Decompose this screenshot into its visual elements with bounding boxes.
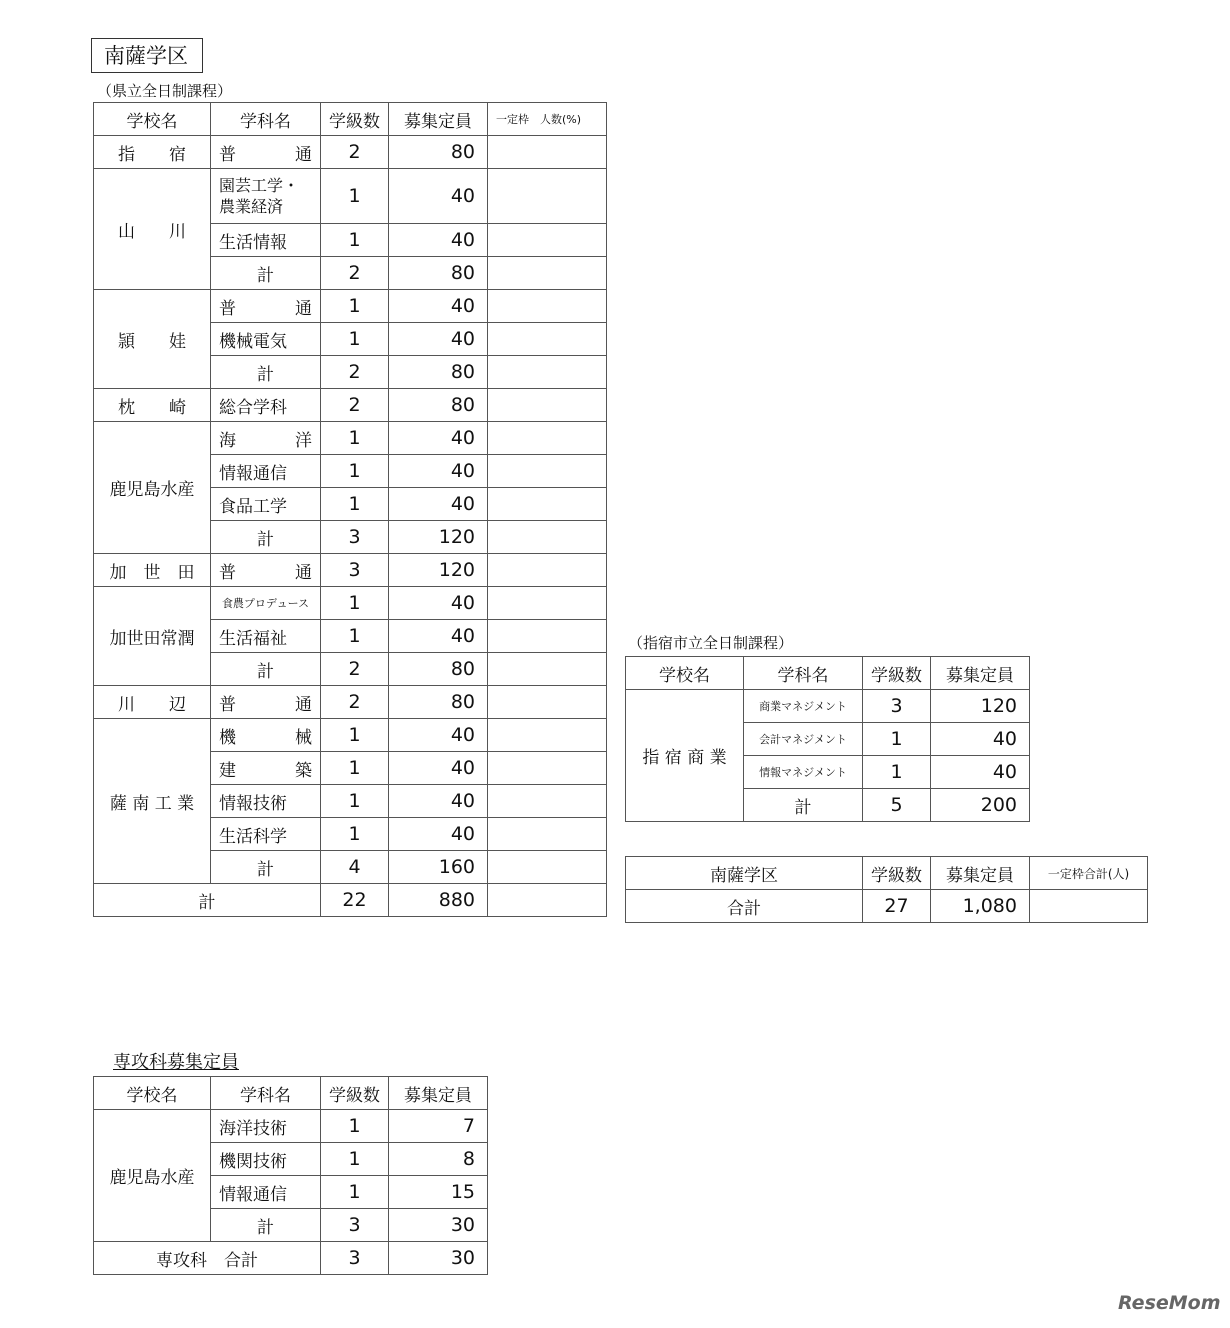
quota-cell	[488, 488, 607, 521]
capacity: 80	[389, 653, 488, 686]
quota-total-cell	[1030, 890, 1148, 923]
class-count: 1	[321, 224, 389, 257]
quota-cell	[488, 851, 607, 884]
school-name: 頴 娃	[94, 290, 211, 389]
total-label: 専攻科 合計	[94, 1242, 321, 1275]
capacity: 40	[389, 422, 488, 455]
capacity: 40	[389, 785, 488, 818]
class-count: 1	[321, 620, 389, 653]
table-row	[94, 290, 607, 323]
subject-name: 食農プロデュース	[211, 587, 321, 620]
district-total-table	[625, 856, 1148, 923]
class-count: 3	[321, 521, 389, 554]
header-cell: 学校名	[94, 103, 211, 136]
table-row	[94, 169, 607, 224]
school-name: 指 宿	[94, 136, 211, 169]
capacity: 120	[389, 521, 488, 554]
class-count: 1	[321, 1110, 389, 1143]
class-count: 1	[321, 488, 389, 521]
quota-cell	[488, 587, 607, 620]
quota-cell	[488, 818, 607, 851]
school-name: 川 辺	[94, 686, 211, 719]
capacity: 40	[389, 818, 488, 851]
capacity: 120	[931, 690, 1030, 723]
quota-cell	[488, 257, 607, 290]
class-count: 1	[321, 587, 389, 620]
table-row	[94, 136, 607, 169]
class-count: 3	[863, 690, 931, 723]
school-name: 指 宿 商 業	[626, 690, 744, 822]
capacity: 40	[389, 587, 488, 620]
subject-name: 生活科学	[211, 818, 321, 851]
class-count: 1	[321, 752, 389, 785]
subject-name: 情報通信	[211, 455, 321, 488]
total-classes: 3	[321, 1242, 389, 1275]
subject-name: 普 通	[211, 554, 321, 587]
header-cell: 学科名	[744, 657, 863, 690]
class-count: 2	[321, 257, 389, 290]
subject-name: 海 洋	[211, 422, 321, 455]
subject-name: 普 通	[211, 290, 321, 323]
quota-cell	[488, 290, 607, 323]
header-cell: 南薩学区	[626, 857, 863, 890]
capacity: 40	[931, 723, 1030, 756]
subject-name: 機関技術	[211, 1143, 321, 1176]
capacity: 160	[389, 851, 488, 884]
capacity: 40	[389, 290, 488, 323]
class-count: 5	[863, 789, 931, 822]
header-cell: 学校名	[626, 657, 744, 690]
school-name: 山 川	[94, 169, 211, 290]
municipal-caption: （指宿市立全日制課程）	[628, 634, 794, 652]
subject-name: 情報通信	[211, 1176, 321, 1209]
capacity: 80	[389, 136, 488, 169]
subject-name: 機 械	[211, 719, 321, 752]
header-cell: 一定枠 人数(%)	[488, 103, 607, 136]
header-cell: 一定枠合計(人)	[1030, 857, 1148, 890]
class-count: 1	[863, 723, 931, 756]
header-cell: 学級数	[863, 657, 931, 690]
subject-name: 計	[211, 521, 321, 554]
capacity: 200	[931, 789, 1030, 822]
total-label: 計	[94, 884, 321, 917]
capacity: 8	[389, 1143, 488, 1176]
capacity: 40	[389, 719, 488, 752]
header-cell: 学科名	[211, 1077, 321, 1110]
class-count: 1	[321, 818, 389, 851]
class-count: 1	[321, 719, 389, 752]
subject-name: 食品工学	[211, 488, 321, 521]
subject-name: 情報マネジメント	[744, 756, 863, 789]
advanced-table	[93, 1076, 488, 1275]
capacity: 15	[389, 1176, 488, 1209]
advanced-caption: 専攻科募集定員	[113, 1052, 239, 1073]
quota-cell	[488, 719, 607, 752]
quota-cell	[488, 323, 607, 356]
capacity: 80	[389, 257, 488, 290]
class-count: 1	[321, 290, 389, 323]
quota-cell	[488, 356, 607, 389]
table-header-row	[94, 1077, 488, 1110]
table-row	[94, 554, 607, 587]
class-count: 1	[863, 756, 931, 789]
quota-cell	[488, 686, 607, 719]
subject-name: 計	[744, 789, 863, 822]
capacity: 7	[389, 1110, 488, 1143]
capacity: 40	[389, 169, 488, 224]
quota-cell	[488, 521, 607, 554]
header-cell: 学級数	[321, 1077, 389, 1110]
quota-cell	[488, 785, 607, 818]
quota-cell	[488, 422, 607, 455]
resemom-logo: ReseMom	[1118, 1292, 1221, 1314]
header-cell: 学校名	[94, 1077, 211, 1110]
subject-name: 建 築	[211, 752, 321, 785]
header-cell: 募集定員	[389, 103, 488, 136]
quota-cell	[488, 389, 607, 422]
table-header-row	[626, 657, 1030, 690]
school-name: 鹿児島水産	[94, 422, 211, 554]
table-row	[94, 1110, 488, 1143]
quota-cell	[488, 752, 607, 785]
header-cell: 募集定員	[931, 857, 1030, 890]
quota-cell	[488, 620, 607, 653]
subject-name: 計	[211, 1209, 321, 1242]
capacity: 40	[389, 752, 488, 785]
header-cell: 学級数	[321, 103, 389, 136]
header-cell: 学科名	[211, 103, 321, 136]
class-count: 1	[321, 785, 389, 818]
subject-name: 普 通	[211, 686, 321, 719]
table-row	[94, 422, 607, 455]
class-count: 4	[321, 851, 389, 884]
class-count: 1	[321, 1176, 389, 1209]
table-header-row	[94, 103, 607, 136]
table-header-row	[626, 857, 1148, 890]
header-cell: 募集定員	[931, 657, 1030, 690]
subject-name: 機械電気	[211, 323, 321, 356]
class-count: 2	[321, 686, 389, 719]
capacity: 80	[389, 356, 488, 389]
table-row	[94, 389, 607, 422]
subject-name: 商業マネジメント	[744, 690, 863, 723]
total-capacity: 880	[389, 884, 488, 917]
capacity: 40	[931, 756, 1030, 789]
subject-name: 生活情報	[211, 224, 321, 257]
prefectural-caption: （県立全日制課程）	[97, 82, 233, 100]
table-row	[94, 587, 607, 620]
class-count: 1	[321, 422, 389, 455]
total-capacity: 30	[389, 1242, 488, 1275]
subject-name: 計	[211, 653, 321, 686]
school-name: 加 世 田	[94, 554, 211, 587]
total-capacity: 1,080	[931, 890, 1030, 923]
capacity: 40	[389, 620, 488, 653]
capacity: 40	[389, 224, 488, 257]
quota-cell	[488, 136, 607, 169]
table-row	[94, 686, 607, 719]
subject-name: 計	[211, 257, 321, 290]
class-count: 2	[321, 389, 389, 422]
quota-cell	[488, 169, 607, 224]
header-cell: 学級数	[863, 857, 931, 890]
class-count: 1	[321, 455, 389, 488]
class-count: 3	[321, 554, 389, 587]
district-title: 南薩学区	[91, 38, 203, 73]
quota-cell	[488, 455, 607, 488]
subject-name: 園芸工学・農業経済	[211, 169, 321, 224]
school-name: 薩 南 工 業	[94, 719, 211, 884]
capacity: 40	[389, 455, 488, 488]
total-row	[94, 1242, 488, 1275]
subject-name: 生活福祉	[211, 620, 321, 653]
total-label: 合計	[626, 890, 863, 923]
class-count: 1	[321, 169, 389, 224]
table-row	[626, 690, 1030, 723]
school-name: 鹿児島水産	[94, 1110, 211, 1242]
subject-name: 計	[211, 356, 321, 389]
municipal-table	[625, 656, 1030, 822]
capacity: 40	[389, 488, 488, 521]
prefectural-table	[93, 102, 607, 917]
total-row	[94, 884, 607, 917]
class-count: 3	[321, 1209, 389, 1242]
school-name: 加世田常潤	[94, 587, 211, 686]
quota-cell	[488, 884, 607, 917]
subject-name: 海洋技術	[211, 1110, 321, 1143]
header-cell: 募集定員	[389, 1077, 488, 1110]
class-count: 2	[321, 653, 389, 686]
subject-name: 普 通	[211, 136, 321, 169]
capacity: 40	[389, 323, 488, 356]
school-name: 枕 崎	[94, 389, 211, 422]
subject-name: 総合学科	[211, 389, 321, 422]
class-count: 1	[321, 1143, 389, 1176]
subject-name: 情報技術	[211, 785, 321, 818]
subject-name: 会計マネジメント	[744, 723, 863, 756]
capacity: 80	[389, 389, 488, 422]
capacity: 120	[389, 554, 488, 587]
capacity: 80	[389, 686, 488, 719]
quota-cell	[488, 554, 607, 587]
quota-cell	[488, 224, 607, 257]
class-count: 2	[321, 136, 389, 169]
table-row	[94, 719, 607, 752]
total-classes: 27	[863, 890, 931, 923]
class-count: 1	[321, 323, 389, 356]
capacity: 30	[389, 1209, 488, 1242]
class-count: 2	[321, 356, 389, 389]
total-classes: 22	[321, 884, 389, 917]
subject-name: 計	[211, 851, 321, 884]
table-row	[626, 890, 1148, 923]
quota-cell	[488, 653, 607, 686]
